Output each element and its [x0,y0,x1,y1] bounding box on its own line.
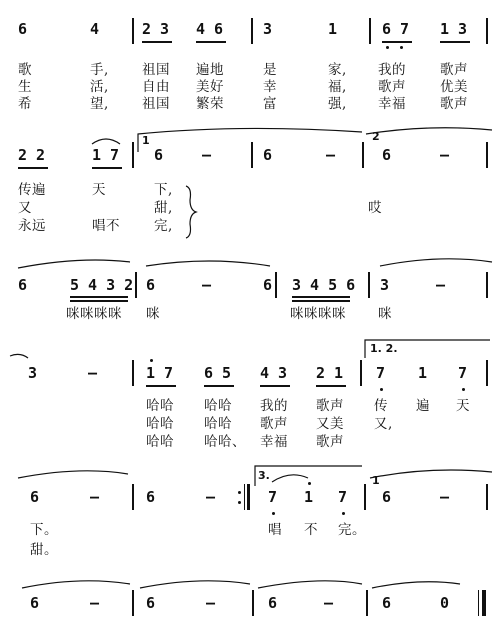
lyric: 希 [18,96,32,112]
note: 6 [263,276,273,294]
volta-mark: 1 [142,134,150,147]
note: — [206,488,216,506]
note: 6 [146,488,156,506]
lyric: 富 [263,96,277,112]
lyric: 又, [374,416,393,432]
volta-mark: 2 [372,130,380,143]
note: — [440,146,450,164]
note: 1 7 [146,364,174,382]
lyric: 我的 [260,398,288,414]
note: 7 [376,364,386,382]
note: 0 [440,594,450,612]
note: 5 4 3 2 [70,276,134,294]
tie [140,581,250,588]
lyric-brace [186,186,196,238]
note: 6 [30,594,40,612]
note: 1 [418,364,428,382]
lyric: 幸福 [378,96,406,112]
note: 1 [304,488,314,506]
lyric: 生 [18,79,32,95]
note: 7 [268,488,278,506]
lyric: 歌 [18,62,32,78]
note: 3 4 5 6 [292,276,356,294]
lyric: 活, [90,79,109,95]
lyric: 福, [328,79,347,95]
note: 2 1 [316,364,344,382]
lyric: 不 [304,522,318,538]
lyric: 幸福 [260,434,288,450]
tie [370,470,492,478]
note: 6 5 [204,364,232,382]
tie [258,581,362,588]
volta-bracket [365,340,490,358]
lyric: 望, [90,96,109,112]
slur [272,475,308,482]
note: 6 [18,20,28,38]
note: 6 [146,276,156,294]
lyric: 遍地 [196,62,224,78]
note: — [206,594,216,612]
note: — [324,594,334,612]
note: 1 7 [92,146,120,164]
interjection: 哎 [368,200,382,216]
note: — [436,276,446,294]
note: 6 [146,594,156,612]
volta-bracket [138,128,362,152]
lyric: 我的 [378,62,406,78]
lyric: 完。 [338,522,366,538]
lyric: 手, [90,62,109,78]
lyric: 哈哈 [204,416,232,432]
note: 6 [30,488,40,506]
note: — [202,146,212,164]
lyric: 咪 [146,306,160,322]
lyric: 甜, [154,200,173,216]
note: 3 [28,364,38,382]
lyric: 哈哈 [146,434,174,450]
lyric: 祖国 [142,96,170,112]
lyric: 繁荣 [196,96,224,112]
note: 4 3 [260,364,288,382]
lyric: 天 [456,398,470,414]
lyric: 优美 [440,79,468,95]
lyric: 哈哈 [146,398,174,414]
note: 6 [154,146,164,164]
lyric: 又美 [316,416,344,432]
lyric: 歌声 [378,79,406,95]
volta-label: 3. [258,469,270,482]
lyric: 是 [263,62,277,78]
lyric: 咪咪咪咪 [290,306,346,322]
lyric: 咪 [378,306,392,322]
lyric: 传 [374,398,388,414]
lyric: 自由 [142,79,170,95]
lyric: 咪咪咪咪 [66,306,122,322]
lyric: 家, [328,62,347,78]
note: 4 [90,20,100,38]
volta-bracket [255,466,362,486]
lyric: 强, [328,96,347,112]
lyric: 歌声 [440,96,468,112]
lyric: 传遍 [18,182,46,198]
note: 6 [263,146,273,164]
note: — [440,488,450,506]
lyric: 唱不 [92,218,120,234]
lyric: 歌声 [260,416,288,432]
note: — [90,488,100,506]
note: 6 [268,594,278,612]
lyric: 永远 [18,218,46,234]
lyric: 完, [154,218,173,234]
note: 6 [18,276,28,294]
lyric: 歌声 [316,434,344,450]
tie [22,581,130,588]
note: 2 2 [18,146,46,164]
lyric: 下。 [30,522,58,538]
note: — [202,276,212,294]
note: — [326,146,336,164]
note: 7 [338,488,348,506]
lyric: 唱 [268,522,282,538]
lyric: 哈哈 [204,398,232,414]
tie [10,354,28,358]
lyric: 哈哈 [146,416,174,432]
note: 3 [263,20,273,38]
lyric: 甜。 [30,542,58,558]
lyric: 天 [92,182,106,198]
slur [92,139,120,144]
lyric: 祖国 [142,62,170,78]
lyric: 美好 [196,79,224,95]
tie [18,471,128,478]
note: 7 [458,364,468,382]
lyric: 幸 [263,79,277,95]
note: 3 [380,276,390,294]
note: — [90,594,100,612]
tie [366,128,492,134]
note: 6 [382,594,392,612]
lyric: 又 [18,200,32,216]
note: 1 3 [440,20,468,38]
lyric: 遍 [416,398,430,414]
volta-mark: 1 [372,474,380,487]
note: — [88,364,98,382]
lyric: 哈哈、 [204,434,246,450]
tie [372,582,460,588]
note: 6 7 [382,20,410,38]
lyric: 歌声 [440,62,468,78]
tie [146,261,270,266]
lyric: 下, [154,182,173,198]
note: 2 3 [142,20,170,38]
tie [18,260,130,268]
tie [380,259,492,266]
note: 6 [382,488,392,506]
lyric: 歌声 [316,398,344,414]
volta-label: 1. 2. [370,342,398,355]
note: 4 6 [196,20,224,38]
note: 6 [382,146,392,164]
note: 1 [328,20,338,38]
